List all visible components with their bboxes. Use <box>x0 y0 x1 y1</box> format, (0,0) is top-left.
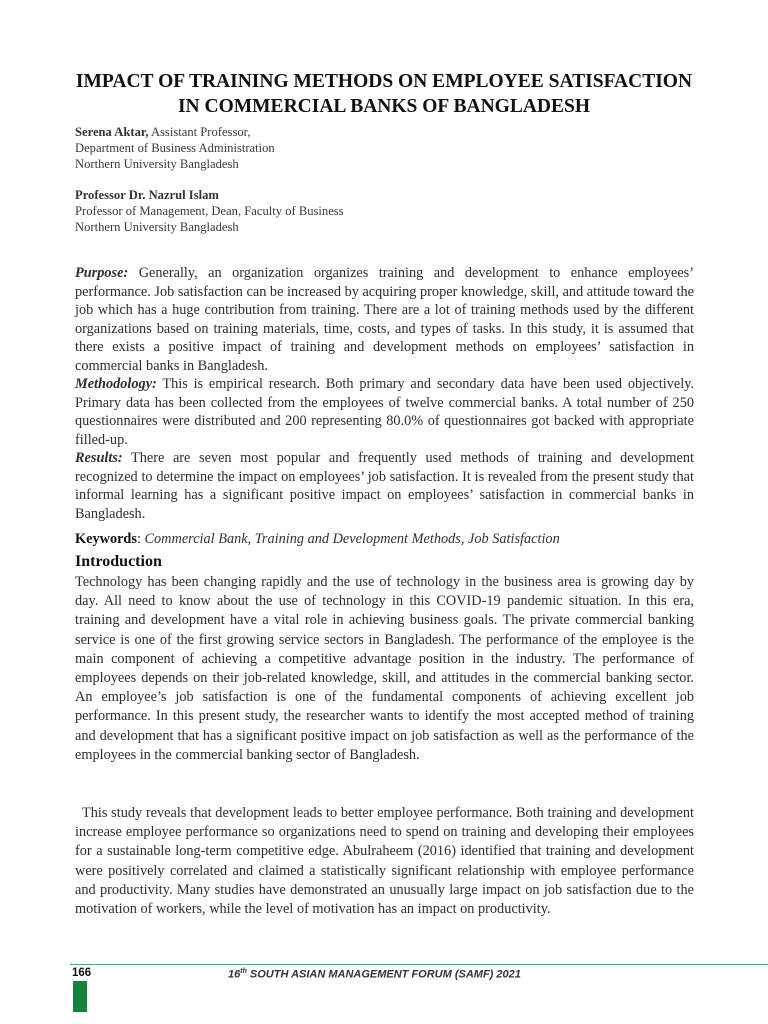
title-line-2: IN COMMERCIAL BANKS OF BANGLADESH <box>177 96 591 117</box>
footer-forum-title <box>228 965 521 982</box>
purpose-text: Generally, an organization organizes training and development to enhance employees’ performance. Job satisfaction can be increased by acquiring proper knowledge, skill, and attitude toward the job which has a huge contribution from training. There are a lot of training methods used by the different organizations based on training materials, time, costs, and types of tasks. In this study, it is assumed that there exists a positive impact of training and development methods on employees’ satisfaction in commercial banks in Bangladesh. <box>75 265 694 374</box>
author-block <box>75 124 695 235</box>
abstract-methodology <box>75 375 694 449</box>
title-line-1: IMPACT OF TRAINING METHODS ON EMPLOYEE SATISFACTION <box>75 71 693 92</box>
author-1-affiliation: Northern University Bangladesh <box>75 157 239 171</box>
page-number: 166 <box>72 967 92 979</box>
purpose-label: Purpose: <box>75 265 129 281</box>
results-label: Results: <box>75 450 123 466</box>
abstract-purpose <box>75 264 694 375</box>
abstract <box>75 264 694 523</box>
forum-edition-suffix: th <box>240 968 247 975</box>
keywords-text: Commercial Bank, Training and Development Methods, Job Satisfaction <box>144 531 560 547</box>
keywords <box>75 530 715 548</box>
paper-title <box>60 69 708 119</box>
author-1-name-line <box>75 124 695 140</box>
keywords-label: Keywords <box>75 531 137 547</box>
abstract-results <box>75 449 694 523</box>
methodology-text: This is empirical research. Both primary and secondary data have been used objectively. Primary data has been collected from the employees of twelve commercial banks. A total number of 250 questionnaires were distributed and 200 representing 80.0% of questionnaires got backed with appropriate filled-up. <box>75 376 694 448</box>
results-text: There are seven most popular and frequently used methods of training and development recognized to determine the impact on employees’ job satisfaction. It is revealed from the present study that informal learning has a significant positive impact on employees’ satisfaction in commercial banks in Bangladesh. <box>75 450 694 522</box>
author-2-affiliation: Northern University Bangladesh <box>75 220 239 234</box>
footer-accent-bar <box>73 981 87 1012</box>
author-1-department: Department of Business Administration <box>75 141 275 155</box>
author-2-name: Professor Dr. Nazrul Islam <box>75 188 219 202</box>
author-1-role: Assistant Professor, <box>148 125 251 139</box>
introduction-paragraph-1: Technology has been changing rapidly and the use of technology in the business area is growing day by day. All need to know about the use of technology in this COVID-19 pandemic situation. In this era, training and development have a vital role in achieving business goals. The private commercial banking service is one of the first growing service sectors in Bangladesh. The performance of the employee is the main component of achieving a competitive advantage position in the industry. The performance of employees depends on their job-related knowledge, skill, and attitudes in the commercial banking sector. An employee’s job satisfaction is one of the fundamental components of achieving excellent job performance. In this present study, the researcher wants to identify the most accepted method of training and development that has a significant positive impact on job satisfaction as well as the performance of the employees in the commercial banking sector of Bangladesh. <box>75 574 694 763</box>
methodology-label: Methodology: <box>75 376 157 392</box>
author-2-position: Professor of Management, Dean, Faculty of Business <box>75 204 344 218</box>
author-2-name-line <box>75 187 695 203</box>
introduction-heading: Introduction <box>75 553 162 570</box>
author-1-name: Serena Aktar, <box>75 125 149 139</box>
forum-edition: 16 <box>228 968 241 981</box>
forum-name: SOUTH ASIAN MANAGEMENT FORUM (SAMF) 2021 <box>246 968 521 981</box>
introduction-paragraph-2: This study reveals that development leads to better employee performance. Both training and development increase employee performance so organizations need to spend on training and developing their employees for a sustainable long-term competitive edge. Abulraheem (2016) identified that training and development were positively correlated and claimed a statistically significant relationship with employee performance and productivity. Many studies have demonstrated an unusually large impact on job satisfaction due to the motivation of workers, while the level of motivation has an impact on productivity. <box>75 805 694 918</box>
keywords-separator: : <box>136 531 145 547</box>
